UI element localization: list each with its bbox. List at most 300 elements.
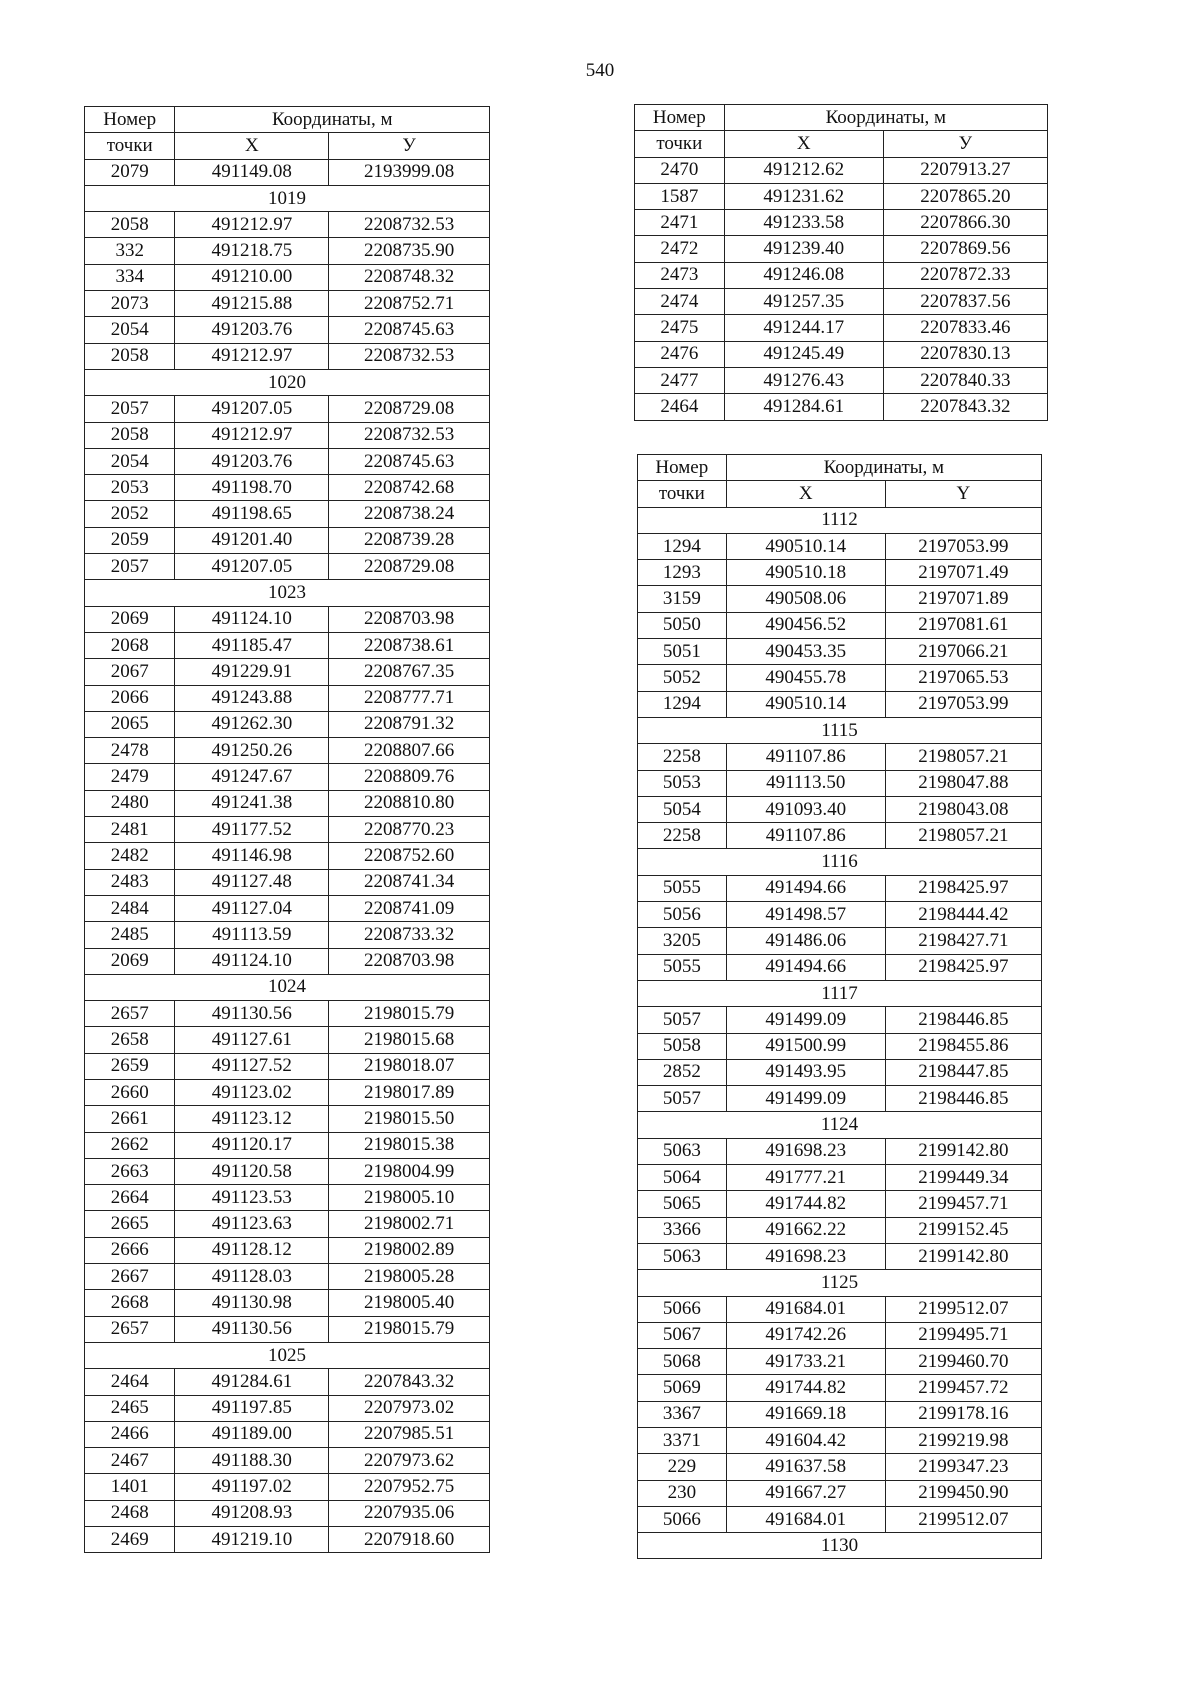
- x-coordinate: 491210.00: [175, 264, 329, 290]
- point-number: 2468: [85, 1500, 175, 1526]
- x-coordinate: 491637.58: [726, 1454, 885, 1480]
- x-coordinate: 491742.26: [726, 1322, 885, 1348]
- x-coordinate: 491146.98: [175, 843, 329, 869]
- x-coordinate: 491241.38: [175, 790, 329, 816]
- y-coordinate: 2198005.28: [329, 1264, 490, 1290]
- point-number: 5054: [638, 796, 727, 822]
- point-number: 2659: [85, 1053, 175, 1079]
- point-number: 2067: [85, 659, 175, 685]
- x-coordinate: 491107.86: [726, 744, 885, 770]
- x-coordinate: 491498.57: [726, 902, 885, 928]
- y-coordinate: 2198015.50: [329, 1106, 490, 1132]
- y-coordinate: 2207973.62: [329, 1448, 490, 1474]
- x-coordinate: 491130.56: [175, 1001, 329, 1027]
- y-coordinate: 2208741.09: [329, 895, 490, 921]
- x-coordinate: 491130.98: [175, 1290, 329, 1316]
- y-coordinate: 2198427.71: [885, 928, 1041, 954]
- table-row: [85, 1474, 490, 1500]
- table-row: [85, 1316, 490, 1342]
- point-number: 2058: [85, 343, 175, 369]
- y-coordinate: 2198455.86: [885, 1033, 1041, 1059]
- point-number: 3371: [638, 1427, 727, 1453]
- table-row: [638, 1296, 1042, 1322]
- table-row: [638, 744, 1042, 770]
- y-coordinate: 2208791.32: [329, 711, 490, 737]
- coordinates-header: Координаты, м: [724, 105, 1047, 131]
- y-coordinate: 2198425.97: [885, 954, 1041, 980]
- table-row: [638, 1454, 1042, 1480]
- table-row: [635, 367, 1048, 393]
- y-coordinate: 2208703.98: [329, 606, 490, 632]
- y-coordinate: 2208742.68: [329, 475, 490, 501]
- table-row: [635, 341, 1048, 367]
- x-coordinate: 491244.17: [724, 315, 883, 341]
- y-coordinate: 2207869.56: [883, 236, 1047, 262]
- point-number-header-2: точки: [635, 131, 725, 157]
- section-number: 1130: [638, 1533, 1042, 1559]
- point-number: 5052: [638, 665, 727, 691]
- coordinates-header: Координаты, м: [726, 455, 1041, 481]
- table-row: [85, 212, 490, 238]
- y-coordinate: 2208807.66: [329, 738, 490, 764]
- y-coordinate: 2207830.13: [883, 341, 1047, 367]
- table-row: [638, 1427, 1042, 1453]
- table-row: [635, 236, 1048, 262]
- point-number: 5057: [638, 1086, 727, 1112]
- y-coordinate: 2198444.42: [885, 902, 1041, 928]
- point-number: 2258: [638, 744, 727, 770]
- y-coordinate: 2207872.33: [883, 262, 1047, 288]
- point-number: 2485: [85, 922, 175, 948]
- table-row: [635, 289, 1048, 315]
- y-coordinate: 2198425.97: [885, 875, 1041, 901]
- table-row: [85, 448, 490, 474]
- x-coordinate: 491212.97: [175, 212, 329, 238]
- table-row: [635, 262, 1048, 288]
- table-row: [85, 475, 490, 501]
- y-coordinate: 2208739.28: [329, 527, 490, 553]
- x-coordinate: 491500.99: [726, 1033, 885, 1059]
- y-coordinate: 2199142.80: [885, 1138, 1041, 1164]
- point-number: 1294: [638, 691, 727, 717]
- x-coordinate: 491120.17: [175, 1132, 329, 1158]
- y-coordinate: 2197071.49: [885, 560, 1041, 586]
- point-number: 2057: [85, 396, 175, 422]
- y-coordinate: 2199457.72: [885, 1375, 1041, 1401]
- x-header: X: [724, 131, 883, 157]
- table-row: [85, 317, 490, 343]
- y-coordinate: 2208729.08: [329, 554, 490, 580]
- point-number: 2475: [635, 315, 725, 341]
- point-number: 5067: [638, 1322, 727, 1348]
- x-coordinate: 491128.12: [175, 1237, 329, 1263]
- table-row: [638, 1086, 1042, 1112]
- x-header: X: [726, 481, 885, 507]
- table-row: [638, 586, 1042, 612]
- x-coordinate: 491107.86: [726, 823, 885, 849]
- x-coordinate: 491123.63: [175, 1211, 329, 1237]
- table-row: [85, 922, 490, 948]
- point-number: 2058: [85, 212, 175, 238]
- table-row: [638, 665, 1042, 691]
- x-coordinate: 490455.78: [726, 665, 885, 691]
- table-row: [85, 948, 490, 974]
- point-number: 2661: [85, 1106, 175, 1132]
- y-coordinate: 2198057.21: [885, 823, 1041, 849]
- x-coordinate: 491198.70: [175, 475, 329, 501]
- section-row: [638, 1270, 1042, 1296]
- point-number: 2058: [85, 422, 175, 448]
- y-coordinate: 2208752.71: [329, 291, 490, 317]
- y-coordinate: 2199142.80: [885, 1243, 1041, 1269]
- section-number: 1115: [638, 717, 1042, 743]
- y-coordinate: 2199495.71: [885, 1322, 1041, 1348]
- section-row: [85, 1342, 490, 1368]
- table-row: [638, 902, 1042, 928]
- y-coordinate: 2197065.53: [885, 665, 1041, 691]
- section-row: [638, 717, 1042, 743]
- x-coordinate: 491494.66: [726, 875, 885, 901]
- section-row: [85, 580, 490, 606]
- point-number: 2667: [85, 1264, 175, 1290]
- table-row: [85, 895, 490, 921]
- section-number: 1124: [638, 1112, 1042, 1138]
- table-row: [638, 1059, 1042, 1085]
- y-coordinate: 2199219.98: [885, 1427, 1041, 1453]
- point-number: 2658: [85, 1027, 175, 1053]
- point-number: 5055: [638, 875, 727, 901]
- table-row: [85, 1527, 490, 1553]
- table-row: [85, 817, 490, 843]
- y-coordinate: 2199512.07: [885, 1506, 1041, 1532]
- y-coordinate: 2198015.79: [329, 1001, 490, 1027]
- section-row: [638, 980, 1042, 1006]
- section-row: [638, 1533, 1042, 1559]
- table-row: [85, 606, 490, 632]
- y-coordinate: 2199460.70: [885, 1349, 1041, 1375]
- table-row: [635, 394, 1048, 420]
- table-row: [638, 1007, 1042, 1033]
- point-number: 2480: [85, 790, 175, 816]
- section-number: 1019: [85, 185, 490, 211]
- x-coordinate: 491669.18: [726, 1401, 885, 1427]
- x-coordinate: 491124.10: [175, 606, 329, 632]
- x-coordinate: 491208.93: [175, 1500, 329, 1526]
- table-row: [638, 1033, 1042, 1059]
- table-row: [638, 875, 1042, 901]
- point-number: 2059: [85, 527, 175, 553]
- table-row: [85, 1185, 490, 1211]
- table-row: [85, 159, 490, 185]
- x-coordinate: 490510.18: [726, 560, 885, 586]
- y-coordinate: 2208741.34: [329, 869, 490, 895]
- point-number: 2054: [85, 448, 175, 474]
- section-row: [85, 974, 490, 1000]
- point-number: 230: [638, 1480, 727, 1506]
- x-coordinate: 491120.58: [175, 1158, 329, 1184]
- y-coordinate: 2198002.89: [329, 1237, 490, 1263]
- table-row: [638, 1191, 1042, 1217]
- x-coordinate: 490510.14: [726, 691, 885, 717]
- y-coordinate: 2199449.34: [885, 1165, 1041, 1191]
- y-coordinate: 2207837.56: [883, 289, 1047, 315]
- x-coordinate: 490508.06: [726, 586, 885, 612]
- table-row: [638, 1480, 1042, 1506]
- point-number: 2483: [85, 869, 175, 895]
- y-coordinate: 2208748.32: [329, 264, 490, 290]
- x-coordinate: 491201.40: [175, 527, 329, 553]
- x-coordinate: 491698.23: [726, 1138, 885, 1164]
- point-number: 2052: [85, 501, 175, 527]
- section-row: [638, 507, 1042, 533]
- y-coordinate: 2198005.10: [329, 1185, 490, 1211]
- point-number: 2471: [635, 210, 725, 236]
- y-coordinate: 2207935.06: [329, 1500, 490, 1526]
- y-coordinate: 2208729.08: [329, 396, 490, 422]
- table-row: [85, 1158, 490, 1184]
- table-row: [85, 1053, 490, 1079]
- y-coordinate: 2198047.88: [885, 770, 1041, 796]
- x-coordinate: 491198.65: [175, 501, 329, 527]
- point-number: 2465: [85, 1395, 175, 1421]
- y-coordinate: 2198015.79: [329, 1316, 490, 1342]
- point-number: 5065: [638, 1191, 727, 1217]
- x-header: X: [175, 133, 329, 159]
- x-coordinate: 490456.52: [726, 612, 885, 638]
- page-number: 540: [585, 60, 615, 81]
- table-row: [85, 527, 490, 553]
- point-number: 2662: [85, 1132, 175, 1158]
- x-coordinate: 491604.42: [726, 1427, 885, 1453]
- point-number: 2852: [638, 1059, 727, 1085]
- y-coordinate: 2207865.20: [883, 183, 1047, 209]
- table-row: [638, 691, 1042, 717]
- x-coordinate: 491246.08: [724, 262, 883, 288]
- y-coordinate: 2197081.61: [885, 612, 1041, 638]
- x-coordinate: 491733.21: [726, 1349, 885, 1375]
- table-row: [85, 1001, 490, 1027]
- x-coordinate: 491239.40: [724, 236, 883, 262]
- table-row: [638, 770, 1042, 796]
- y-coordinate: 2197053.99: [885, 533, 1041, 559]
- x-coordinate: 491212.62: [724, 157, 883, 183]
- y-coordinate: 2198446.85: [885, 1007, 1041, 1033]
- table-row: [85, 790, 490, 816]
- section-number: 1116: [638, 849, 1042, 875]
- y-coordinate: 2208738.24: [329, 501, 490, 527]
- y-coordinate: 2198057.21: [885, 744, 1041, 770]
- point-number: 5056: [638, 902, 727, 928]
- table-row: [85, 343, 490, 369]
- point-number: 5063: [638, 1243, 727, 1269]
- section-number: 1020: [85, 369, 490, 395]
- point-number: 5051: [638, 639, 727, 665]
- point-number: 2068: [85, 632, 175, 658]
- section-number: 1024: [85, 974, 490, 1000]
- point-number: 2477: [635, 367, 725, 393]
- table-row: [85, 1369, 490, 1395]
- point-number: 2057: [85, 554, 175, 580]
- point-number: 2464: [85, 1369, 175, 1395]
- table-row: [85, 711, 490, 737]
- y-coordinate: 2199152.45: [885, 1217, 1041, 1243]
- point-number: 1294: [638, 533, 727, 559]
- table-row: [85, 659, 490, 685]
- x-coordinate: 491284.61: [724, 394, 883, 420]
- point-number: 2053: [85, 475, 175, 501]
- table-row: [638, 1217, 1042, 1243]
- point-number: 2476: [635, 341, 725, 367]
- point-number: 2258: [638, 823, 727, 849]
- point-number: 2065: [85, 711, 175, 737]
- y-coordinate: 2208770.23: [329, 817, 490, 843]
- point-number: 2668: [85, 1290, 175, 1316]
- x-coordinate: 491177.52: [175, 817, 329, 843]
- y-coordinate: 2208745.63: [329, 317, 490, 343]
- x-coordinate: 491684.01: [726, 1296, 885, 1322]
- table-row: [638, 1322, 1042, 1348]
- y-coordinate: 2198002.71: [329, 1211, 490, 1237]
- y-coordinate: 2207952.75: [329, 1474, 490, 1500]
- table-row: [85, 1079, 490, 1105]
- x-coordinate: 491233.58: [724, 210, 883, 236]
- point-number: 5066: [638, 1506, 727, 1532]
- y-coordinate: 2208732.53: [329, 422, 490, 448]
- table-row: [85, 685, 490, 711]
- point-number: 2481: [85, 817, 175, 843]
- y-coordinate: 2198015.38: [329, 1132, 490, 1158]
- point-number: 2666: [85, 1237, 175, 1263]
- y-coordinate: 2198447.85: [885, 1059, 1041, 1085]
- y-coordinate: 2199347.23: [885, 1454, 1041, 1480]
- point-number: 2473: [635, 262, 725, 288]
- x-coordinate: 491113.50: [726, 770, 885, 796]
- section-number: 1025: [85, 1342, 490, 1368]
- x-coordinate: 491231.62: [724, 183, 883, 209]
- section-row: [85, 369, 490, 395]
- table-row: [85, 396, 490, 422]
- x-coordinate: 491243.88: [175, 685, 329, 711]
- point-number: 2657: [85, 1316, 175, 1342]
- x-coordinate: 491207.05: [175, 554, 329, 580]
- x-coordinate: 491197.85: [175, 1395, 329, 1421]
- point-number: 2474: [635, 289, 725, 315]
- point-number: 2470: [635, 157, 725, 183]
- point-number: 2466: [85, 1421, 175, 1447]
- y-coordinate: 2207840.33: [883, 367, 1047, 393]
- x-coordinate: 491127.04: [175, 895, 329, 921]
- table-row: [85, 1237, 490, 1263]
- point-number: 2054: [85, 317, 175, 343]
- x-coordinate: 491284.61: [175, 1369, 329, 1395]
- y-coordinate: 2199512.07: [885, 1296, 1041, 1322]
- table-row: [85, 1264, 490, 1290]
- point-number: 229: [638, 1454, 727, 1480]
- x-coordinate: 491203.76: [175, 448, 329, 474]
- table-row: [85, 764, 490, 790]
- point-number: 2657: [85, 1001, 175, 1027]
- point-number: 3205: [638, 928, 727, 954]
- point-number: 5058: [638, 1033, 727, 1059]
- point-number: 2482: [85, 843, 175, 869]
- section-number: 1023: [85, 580, 490, 606]
- y-coordinate: 2198004.99: [329, 1158, 490, 1184]
- point-number: 5066: [638, 1296, 727, 1322]
- x-coordinate: 491188.30: [175, 1448, 329, 1474]
- y-coordinate: 2207866.30: [883, 210, 1047, 236]
- table-row: [635, 157, 1048, 183]
- x-coordinate: 491486.06: [726, 928, 885, 954]
- point-number: 5050: [638, 612, 727, 638]
- coordinates-header: Координаты, м: [175, 107, 490, 133]
- y-coordinate: 2198017.89: [329, 1079, 490, 1105]
- point-number: 2079: [85, 159, 175, 185]
- table-row: [85, 422, 490, 448]
- point-number-header: Номер: [635, 105, 725, 131]
- x-coordinate: 491276.43: [724, 367, 883, 393]
- point-number: 2478: [85, 738, 175, 764]
- y-coordinate: 2207843.32: [883, 394, 1047, 420]
- table-row: [638, 954, 1042, 980]
- x-coordinate: 491123.02: [175, 1079, 329, 1105]
- y-header: Y: [885, 481, 1041, 507]
- table-row: [638, 1506, 1042, 1532]
- x-coordinate: 491494.66: [726, 954, 885, 980]
- y-coordinate: 2208810.80: [329, 790, 490, 816]
- point-number: 334: [85, 264, 175, 290]
- y-coordinate: 2198043.08: [885, 796, 1041, 822]
- table-row: [85, 501, 490, 527]
- point-number: 5055: [638, 954, 727, 980]
- section-number: 1112: [638, 507, 1042, 533]
- point-number: 2479: [85, 764, 175, 790]
- y-coordinate: 2207918.60: [329, 1527, 490, 1553]
- y-coordinate: 2207843.32: [329, 1369, 490, 1395]
- point-number: 2472: [635, 236, 725, 262]
- point-number: 5064: [638, 1165, 727, 1191]
- x-coordinate: 491777.21: [726, 1165, 885, 1191]
- point-number: 2664: [85, 1185, 175, 1211]
- point-number: 5068: [638, 1349, 727, 1375]
- table-row: [85, 843, 490, 869]
- y-coordinate: 2199178.16: [885, 1401, 1041, 1427]
- point-number: 5053: [638, 770, 727, 796]
- point-number: 2663: [85, 1158, 175, 1184]
- x-coordinate: 491218.75: [175, 238, 329, 264]
- section-row: [638, 1112, 1042, 1138]
- table-row: [638, 796, 1042, 822]
- table-row: [638, 1243, 1042, 1269]
- point-number: 2665: [85, 1211, 175, 1237]
- x-coordinate: 491185.47: [175, 632, 329, 658]
- x-coordinate: 491113.59: [175, 922, 329, 948]
- x-coordinate: 491744.82: [726, 1375, 885, 1401]
- point-number: 5063: [638, 1138, 727, 1164]
- x-coordinate: 491684.01: [726, 1506, 885, 1532]
- point-number: 3366: [638, 1217, 727, 1243]
- point-number: 2467: [85, 1448, 175, 1474]
- y-coordinate: 2193999.08: [329, 159, 490, 185]
- x-coordinate: 491662.22: [726, 1217, 885, 1243]
- point-number: 332: [85, 238, 175, 264]
- x-coordinate: 491197.02: [175, 1474, 329, 1500]
- y-coordinate: 2197071.89: [885, 586, 1041, 612]
- table-row: [85, 291, 490, 317]
- x-coordinate: 491262.30: [175, 711, 329, 737]
- y-coordinate: 2197053.99: [885, 691, 1041, 717]
- table-row: [638, 560, 1042, 586]
- x-coordinate: 491247.67: [175, 764, 329, 790]
